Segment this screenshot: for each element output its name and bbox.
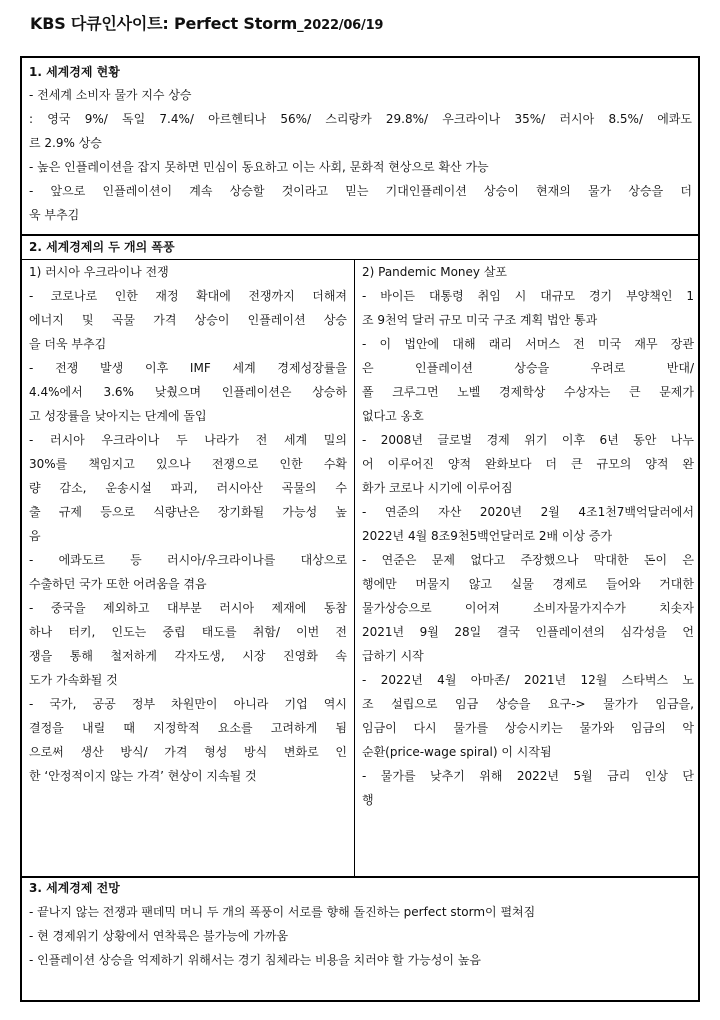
title-date: _2022/06/19 [297, 18, 384, 33]
section2-left-column [29, 260, 347, 788]
text-line: 급하기 시작 [362, 649, 424, 663]
text-line: - 2008년 글로벌 경제 위기 이후 6년 동안 나누 [362, 433, 694, 447]
text-line: 쟁을 통해 철저하게 각자도생, 시장 진영화 속 [29, 649, 347, 663]
section3-body [29, 900, 697, 972]
text-line: - 끝나지 않는 전쟁과 팬데믹 머니 두 개의 폭풍이 서로를 향해 돌진하는 perfect storm이 펼쳐짐 [29, 905, 536, 919]
text-line: - 연준의 자산 2020년 2월 4조1천7백억달러에서 [362, 505, 694, 519]
section3-heading: 3. 세계경제 전망 [29, 881, 120, 895]
text-line: 임금이 다시 물가를 상승시키는 물가와 임금의 악 [362, 721, 694, 735]
text-line: 을 더욱 부추김 [29, 337, 107, 351]
text-line: 조 9천억 달러 규모 미국 구조 계획 법안 통과 [362, 313, 598, 327]
document-title [30, 11, 383, 34]
text-line: 없다고 옹호 [362, 409, 424, 423]
text-line: 고 성장률을 낮아지는 단계에 돌입 [29, 409, 207, 423]
text-line: - 러시아 우크라이나 두 나라가 전 세계 밀의 [29, 433, 347, 447]
text-line: - 앞으로 인플레이션이 계속 상승할 것이라고 믿는 기대인플레이션 상승이 현재의 물가 상승을 더 [29, 184, 692, 198]
text-line: 출 규제 등으로 식량난은 장기화될 가능성 높 [29, 505, 347, 519]
text-line: 2022년 4월 8조9천5백언달러로 2배 이상 증가 [362, 529, 613, 543]
text-line: 은 인플레이션 상승을 우려로 반대/ [362, 361, 694, 375]
text-line: 4.4%에서 3.6% 낮췄으며 인플레이션은 상승하 [29, 385, 347, 399]
text-line: 에너지 및 곡물 가격 상승이 인플레이션 상승 [29, 313, 347, 327]
text-line: : 영국 9%/ 독일 7.4%/ 아르헨티나 56%/ 스리랑카 29.8%/ 우크라이나 35%/ 러시아 8.5%/ 에콰도 [29, 112, 692, 126]
text-line: 1) 러시아 우크라이나 전쟁 [29, 265, 169, 279]
text-line: 수출하던 국가 또한 어려움을 겪음 [29, 577, 207, 591]
text-line: 으로써 생산 방식/ 가격 형성 방식 변화로 인 [29, 745, 347, 759]
text-line: 2) Pandemic Money 살포 [362, 265, 508, 279]
text-line: - 전쟁 발생 이후 IMF 세계 경제성장률을 [29, 361, 347, 375]
text-line: - 이 법안에 대해 래리 서머스 전 미국 재무 장관 [362, 337, 694, 351]
text-line: - 연준은 문제 없다고 주장했으나 막대한 돈이 은 [362, 553, 694, 567]
text-line: 순환(price-wage spiral) 이 시작됨 [362, 745, 552, 759]
text-line: - 물가를 낮추기 위해 2022년 5월 금리 인상 단 [362, 769, 694, 783]
text-line: 음 [29, 529, 41, 543]
text-line: - 인플레이션 상승을 억제하기 위해서는 경기 침체라는 비용을 치러야 할 가능성이 높음 [29, 953, 482, 967]
text-line: 30%를 책임지고 있으나 전쟁으로 인한 수확 [29, 457, 347, 471]
section2-right-column [362, 260, 694, 812]
text-line: 행 [362, 793, 374, 807]
text-line: - 2022년 4월 아마존/ 2021년 12월 스타벅스 노 [362, 673, 694, 687]
column-divider [354, 259, 355, 877]
text-line: - 바이든 대통령 취임 시 대규모 경기 부양책인 1 [362, 289, 694, 303]
text-line: 2021년 9월 28일 결국 인플레이션의 심각성을 언 [362, 625, 694, 639]
text-line: 량 감소, 운송시설 파괴, 러시아산 곡물의 수 [29, 481, 347, 495]
text-line: 행에만 머물지 않고 실물 경제로 들어와 거대한 [362, 577, 694, 591]
section-divider [22, 876, 698, 878]
text-line: - 중국을 제외하고 대부분 러시아 제재에 동참 [29, 601, 347, 615]
text-line: 어 이루어진 양적 완화보다 더 큰 규모의 양적 완 [362, 457, 694, 471]
section-divider [22, 234, 698, 236]
text-line: 폴 크루그먼 노벨 경제학상 수상자는 큰 문제가 [362, 385, 694, 399]
text-line: - 전세계 소비자 물가 지수 상승 [29, 88, 192, 102]
section1-heading: 1. 세계경제 현황 [29, 65, 120, 79]
text-line: - 현 경제위기 상황에서 연착륙은 불가능에 가까움 [29, 929, 289, 943]
text-line: 한 ‘안정적이지 않는 가격’ 현상이 지속될 것 [29, 769, 257, 783]
summary-table [20, 56, 700, 1002]
text-line: - 코로나로 인한 재정 확대에 전쟁까지 더해져 [29, 289, 347, 303]
text-line: - 에콰도르 등 러시아/우크라이나를 대상으로 [29, 553, 347, 567]
text-line: - 높은 인플레이션을 잡지 못하면 민심이 동요하고 이는 사회, 문화적 현상으로 확산 가능 [29, 160, 489, 174]
text-line: 욱 부추김 [29, 208, 80, 222]
title-main: KBS 다큐인사이트: Perfect Storm [30, 14, 298, 33]
section2-heading: 2. 세계경제의 두 개의 폭풍 [29, 240, 175, 254]
text-line: 조 설립으로 임금 상승을 요구-> 물가가 임금을, [362, 697, 694, 711]
text-line: - 국가, 공공 정부 차원만이 아니라 기업 역시 [29, 697, 347, 711]
text-line: 하나 터키, 인도는 중립 태도를 취함/ 이번 전 [29, 625, 347, 639]
text-line: 결정을 내릴 때 지정학적 요소를 고려하게 됨 [29, 721, 347, 735]
text-line: 르 2.9% 상승 [29, 136, 102, 150]
text-line: 화가 코로나 시기에 이루어짐 [362, 481, 513, 495]
section1-body [29, 83, 692, 227]
text-line: 물가상승으로 이어져 소비자물가지수가 치솟자 [362, 601, 694, 615]
text-line: 도가 가속화될 것 [29, 673, 118, 687]
